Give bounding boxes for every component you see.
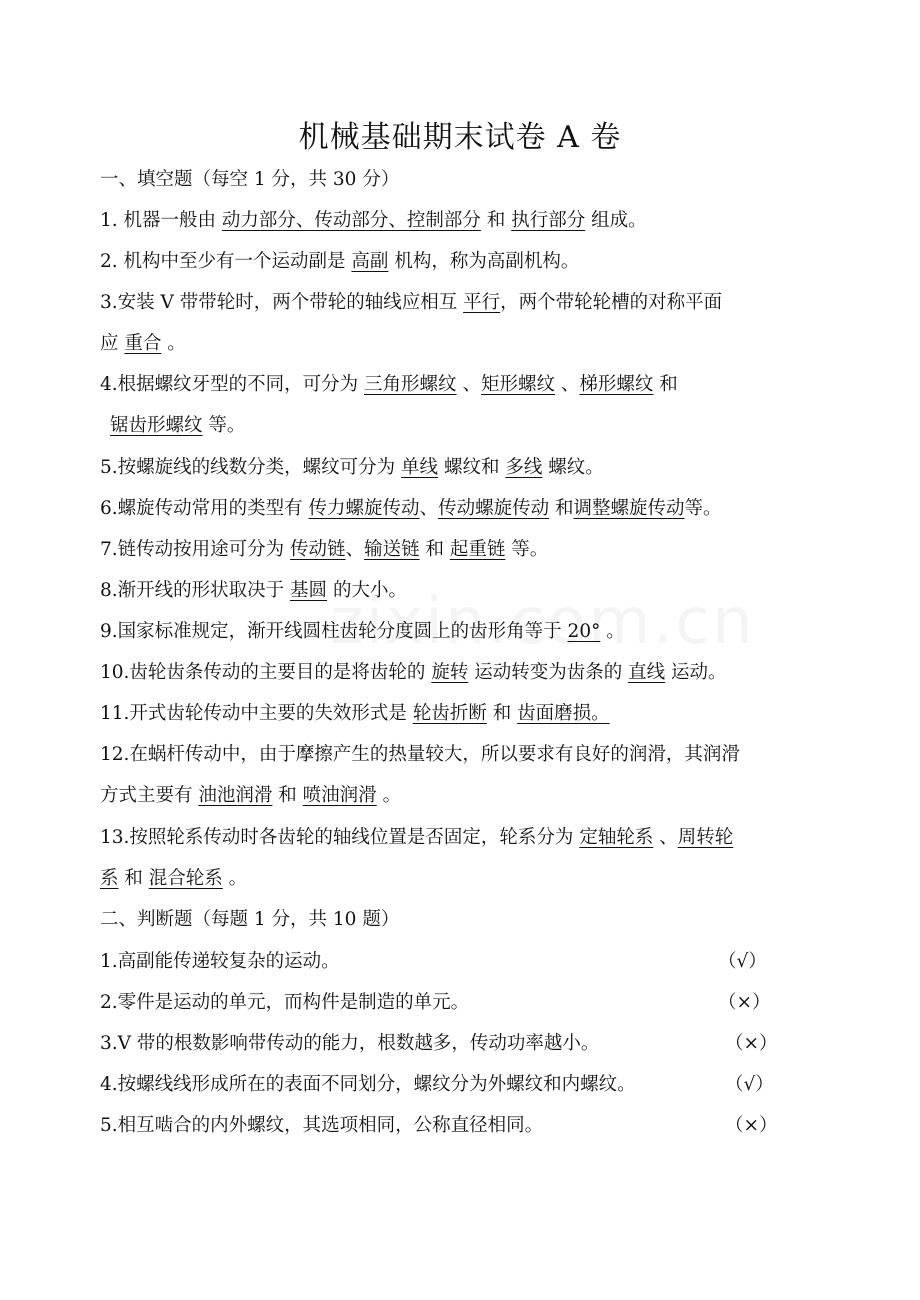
q6-text: 、 — [419, 498, 439, 519]
tf-mark-5: （×） — [725, 1115, 778, 1136]
q1-text: 和 — [480, 210, 512, 231]
tf-mark-1: （√） — [718, 951, 767, 972]
q13-answer-2-cont: 系 — [100, 868, 119, 889]
q12-text: 12.在蜗杆传动中，由于摩擦产生的热量较大，所以要求有良好的润滑，其润滑 — [100, 744, 740, 765]
tf-mark-4: （√） — [725, 1074, 774, 1095]
q4-cont — [110, 414, 850, 438]
q7-text: 、 — [345, 539, 365, 560]
q10-text: 运动转变为齿条的 — [468, 662, 629, 683]
q13 — [100, 826, 840, 850]
q6 — [100, 497, 840, 521]
q3-answer-1: 平行 — [463, 292, 501, 313]
q6-text: 6.螺旋传动常用的类型有 — [100, 498, 309, 519]
q13-text: 和 — [118, 868, 149, 889]
q12-cont — [100, 784, 840, 808]
q9 — [100, 620, 840, 644]
q3-answer-2: 重合 — [124, 333, 162, 354]
q2 — [100, 250, 840, 274]
q8 — [100, 579, 840, 603]
section1-heading: 一、填空题（每空 1 分，共 30 分） — [100, 169, 400, 190]
section2-heading: 二、判断题（每题 1 分，共 10 题） — [100, 909, 400, 930]
q12-text: 方式主要有 — [100, 785, 199, 806]
q7-answer-3: 起重链 — [449, 539, 506, 560]
q13-cont — [100, 867, 840, 891]
q10-answer-1: 旋转 — [431, 662, 469, 683]
tf-item-5: 5.相互啮合的内外螺纹，其选项相同，公称直径相同。 — [100, 1115, 544, 1136]
q9-answer: 20° — [567, 621, 601, 642]
tf-item-4: 4.按螺线线形成所在的表面不同划分，螺纹分为外螺纹和内螺纹。 — [100, 1074, 636, 1095]
q7-answer-1: 传动链 — [290, 539, 346, 560]
q6-answer-1: 传力螺旋传动 — [308, 498, 420, 519]
q12-text: 。 — [376, 785, 402, 806]
q7-text: 等。 — [505, 539, 549, 560]
q7-answer-2: 输送链 — [364, 539, 420, 560]
q6-answer-3: 调整螺旋传动 — [573, 498, 685, 519]
q7-text: 和 — [419, 539, 450, 560]
q8-text: 的大小。 — [327, 580, 407, 601]
q4-text: 等。 — [202, 415, 246, 436]
q13-text: 。 — [222, 868, 248, 889]
tf-item-1: 1.高副能传递较复杂的运动。 — [100, 951, 340, 972]
q11 — [100, 702, 840, 726]
q9-text: 9.国家标准规定，渐开线圆柱齿轮分度圆上的齿形角等于 — [100, 621, 568, 642]
q1-text: 1. 机器一般由 — [100, 210, 222, 231]
q10-text: 运动。 — [665, 662, 727, 683]
q11-answer-1: 轮齿折断 — [412, 703, 487, 724]
page-title: 机械基础期末试卷 A 卷 — [298, 120, 622, 155]
q7-text: 7.链传动按用途可分为 — [100, 539, 291, 560]
q13-answer-3: 混合轮系 — [148, 868, 223, 889]
q5-answer-1: 单线 — [401, 457, 439, 478]
q5-answer-2: 多线 — [505, 457, 543, 478]
q4 — [100, 373, 840, 397]
q12-text: 和 — [272, 785, 303, 806]
q5-text: 螺纹和 — [438, 457, 506, 478]
q8-text: 8.渐开线的形状取决于 — [100, 580, 291, 601]
tf-mark-2: （×） — [718, 992, 771, 1013]
q3 — [100, 291, 840, 315]
q10-answer-2: 直线 — [628, 662, 666, 683]
q13-text: 、 — [653, 827, 678, 848]
q3-text: 应 — [100, 333, 125, 354]
q2-text: 2. 机构中至少有一个运动副是 — [100, 251, 352, 272]
q4-answer-2: 矩形螺纹 — [480, 374, 555, 395]
q3-text: 。 — [161, 333, 186, 354]
q11-text: 和 — [486, 703, 518, 724]
q2-answer: 高副 — [351, 251, 389, 272]
q5 — [100, 456, 840, 480]
q10-text: 10.齿轮齿条传动的主要目的是将齿轮的 — [100, 662, 432, 683]
tf-item-2: 2.零件是运动的单元，而构件是制造的单元。 — [100, 992, 470, 1013]
q5-text: 螺纹。 — [542, 457, 604, 478]
q12 — [100, 743, 840, 767]
q1 — [100, 209, 840, 233]
q9-text: 。 — [600, 621, 625, 642]
q6-text: 等。 — [684, 498, 722, 519]
q3-text: 3.安装 V 带带轮时，两个带轮的轴线应相互 — [100, 292, 464, 313]
q12-answer-2: 喷油润滑 — [302, 785, 377, 806]
q1-text: 组成。 — [585, 210, 647, 231]
q5-text: 5.按螺旋线的线数分类，螺纹可分为 — [100, 457, 402, 478]
q4-answer-3: 梯形螺纹 — [579, 374, 654, 395]
q3-cont — [100, 332, 840, 356]
q6-answer-2: 传动螺旋传动 — [438, 498, 550, 519]
q4-text: 和 — [653, 374, 678, 395]
q4-text: 、 — [554, 374, 580, 395]
q3-text: ，两个带轮轮槽的对称平面 — [500, 292, 723, 313]
q4-answer-1: 三角形螺纹 — [364, 374, 457, 395]
q6-text: 和 — [549, 498, 574, 519]
q2-text: 机构，称为高副机构。 — [388, 251, 580, 272]
q13-answer-1: 定轴轮系 — [579, 827, 654, 848]
q1-answer-2: 执行部分 — [511, 210, 586, 231]
q11-text: 11.开式齿轮传动中主要的失效形式是 — [100, 703, 413, 724]
q13-text: 13.按照轮系传动时各齿轮的轴线位置是否固定，轮系分为 — [100, 827, 580, 848]
q8-answer: 基圆 — [290, 580, 328, 601]
q7 — [100, 538, 840, 562]
q4-text: 、 — [456, 374, 481, 395]
q12-answer-1: 油池润滑 — [198, 785, 273, 806]
tf-mark-3: （×） — [725, 1033, 778, 1054]
q4-text: 4.根据螺纹牙型的不同，可分为 — [100, 374, 365, 395]
tf-item-3: 3.V 带的根数影响带传动的能力，根数越多，传动功率越小。 — [100, 1033, 600, 1054]
q1-answer-1: 动力部分、传动部分、控制部分 — [221, 210, 481, 231]
q11-answer-2: 齿面磨损。 — [517, 703, 610, 724]
q10 — [100, 661, 840, 685]
q4-answer-4: 锯齿形螺纹 — [110, 415, 203, 436]
q13-answer-2: 周转轮 — [677, 827, 734, 848]
